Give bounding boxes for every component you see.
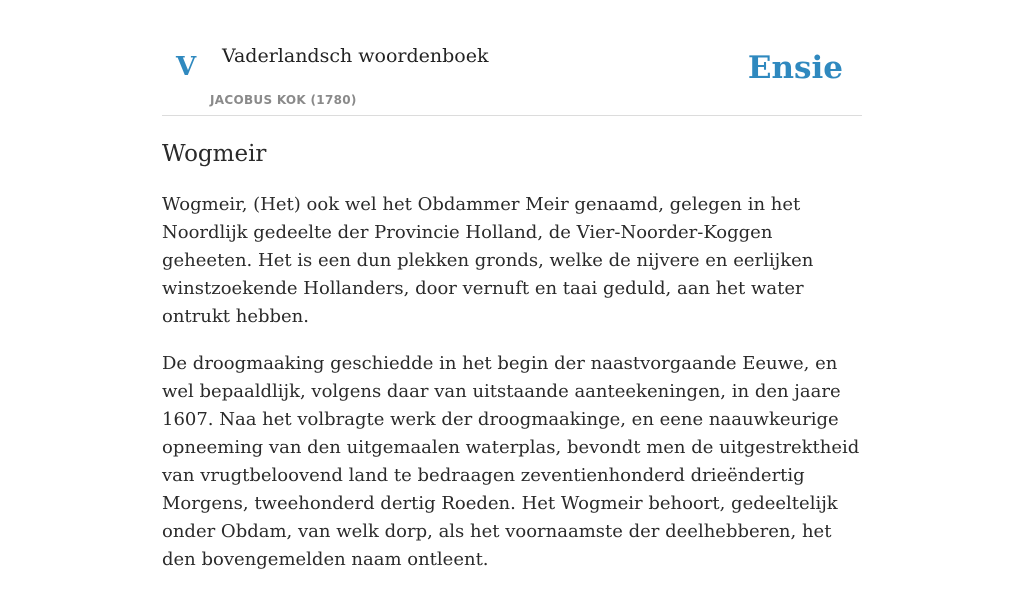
book-title-link[interactable]: Vaderlandsch woordenboek [222,45,489,67]
entry-title: Wogmeir [162,141,267,167]
entry-paragraph: De droogmaaking geschiedde in het begin der naastvorgaande Eeuwe, en wel bepaaldlijk, volgens daar van uitstaande aanteekeningen, in den jaare 1607. Naa het volbragte werk der droogmaakinge, en eene naauwkeurige opneeming van den uitgemaalen waterplas, bevondt men de uitgestrektheid van vrugtbeloovend land te bedraagen zeventienhonderd drieëndertig Morgens, tweehonderd dertig Roeden. Het Wogmeir behoort, gedeeltelijk onder Obdam, van welk dorp, als het voornaamste der deelhebberen, het den bovengemelden naam ontleent. [162,353,860,570]
header [162,0,862,116]
entry-paragraph: Wogmeir, (Het) ook wel het Obdammer Meir genaamd, gelegen in het Noordlijk gedeelte der Provincie Holland, de Vier-Noorder-Koggen geheeten. Het is een dun plekken gronds, welke de nijvere en eerlijken winstzoekende Hollanders, door vernuft en taai geduld, aan het water ontrukt hebben. [162,194,814,327]
book-author: JACOBUS KOK (1780) [210,93,357,107]
ensie-logo-link[interactable]: Ensie [747,50,843,86]
content-container [162,0,862,593]
entry-body [162,191,862,574]
book-letter-badge[interactable]: V [176,52,197,82]
